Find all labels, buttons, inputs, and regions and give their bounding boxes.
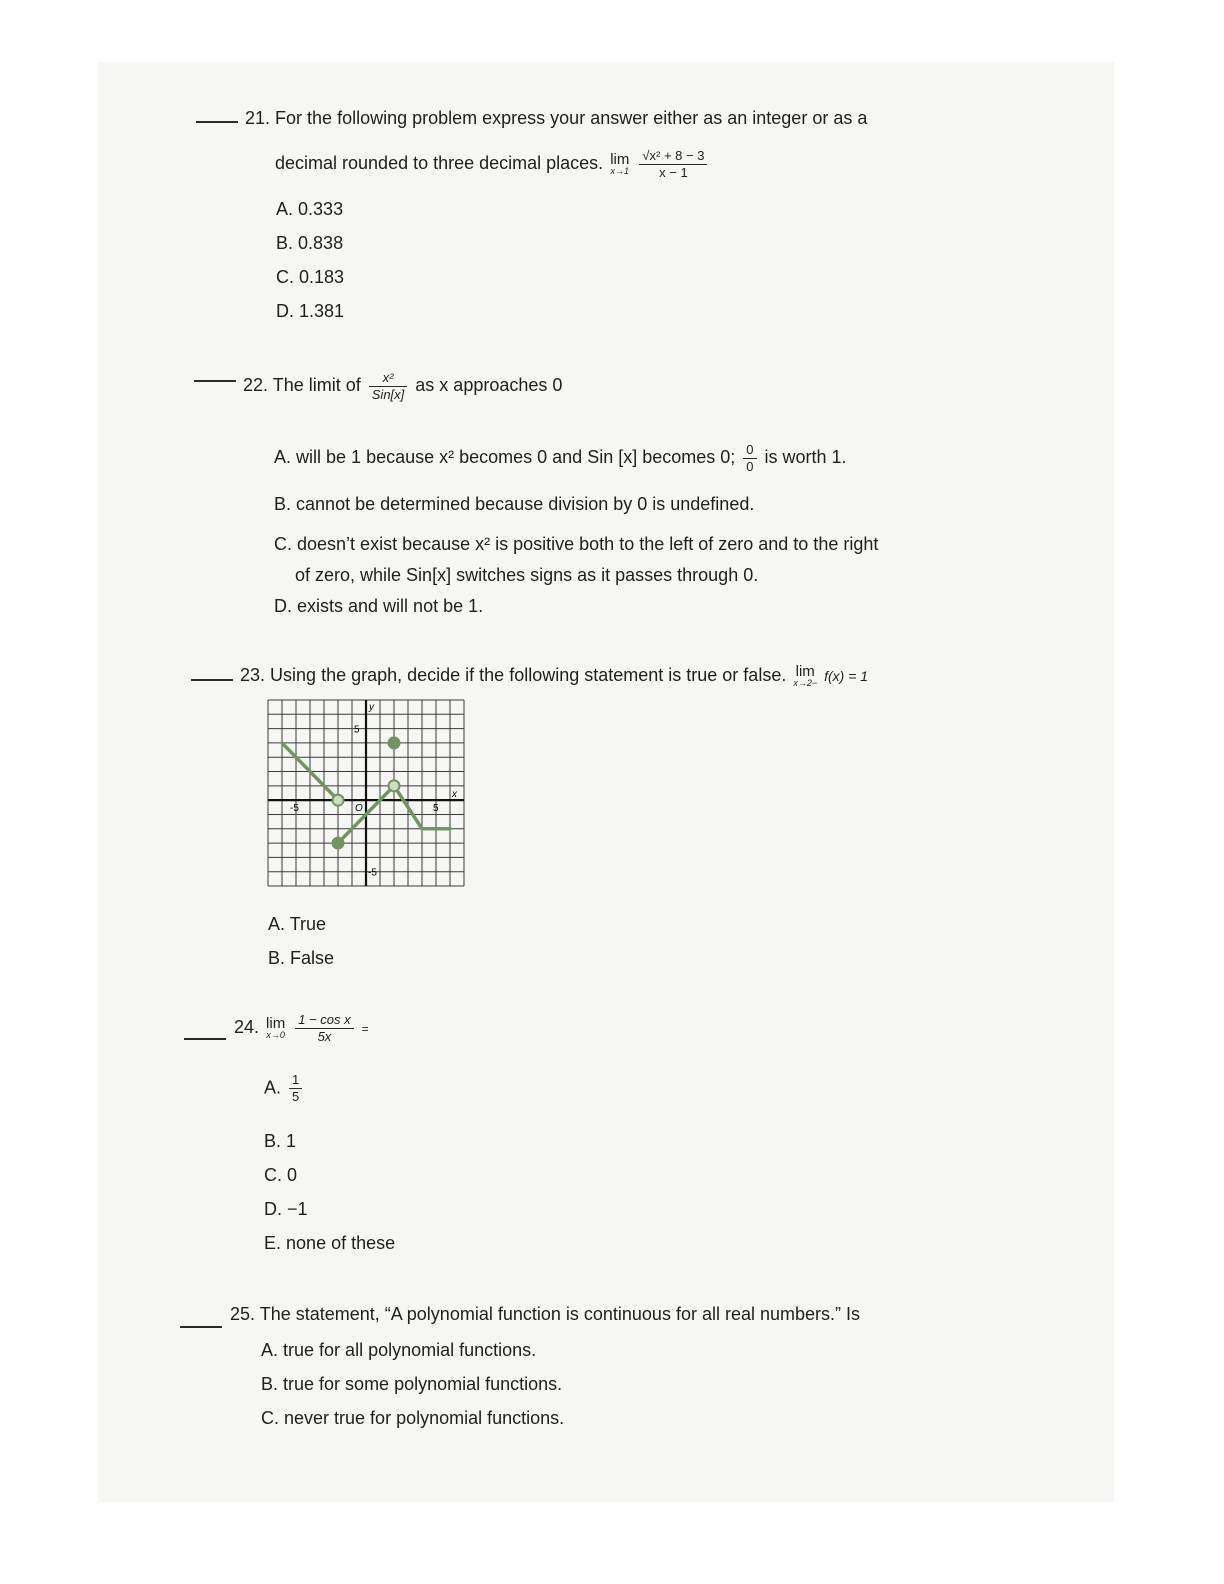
question-number: 24. (234, 1016, 260, 1037)
option-23-b: B. False (268, 948, 335, 968)
answer-blank-22[interactable] (194, 380, 236, 382)
tick-label-x-neg: -5 (290, 803, 299, 815)
fraction: $\frac{\text{√x² + 8 − 3}}{x - 1}$ (639, 148, 707, 180)
function-graph (266, 698, 466, 888)
answer-blank-21[interactable] (196, 121, 238, 123)
open-point (389, 780, 400, 791)
open-point (333, 795, 344, 806)
question-text: Using the graph, decide if the following statement is true or false. (270, 665, 787, 686)
axes (268, 700, 464, 886)
fraction: $\frac{\text{1 − cos x}}{5x}$ (295, 1012, 353, 1044)
option-21-c: C. 0.183 (276, 267, 345, 287)
option-22-c-line2: of zero, while Sin[x] switches signs as it passes through 0. (295, 565, 759, 585)
option-22-c: C. doesn’t exist because x² is positive both to the left of zero and to the right (274, 534, 879, 554)
paper-sheet (98, 62, 1114, 1502)
option-22-a: A. will be 1 because x² becomes 0 and Sin [x] becomes 0; $\frac{0}{0}$ is worth 1. (274, 442, 847, 474)
tick-label-y-neg: -5 (368, 867, 377, 879)
option-25-b: B. true for some polynomial functions. (261, 1374, 563, 1394)
option-22-b: B. cannot be determined because division by 0 is undefined. (274, 494, 755, 514)
option-21-b: B. 0.838 (276, 233, 344, 253)
x-axis-label: x (452, 789, 457, 801)
option-24-d: D. −1 (264, 1199, 308, 1219)
fraction: $\frac{\text{x²}}{\text{Sin[x]}}$ (369, 370, 408, 402)
limit-expression: lim x→2− (793, 663, 818, 688)
limit-expression: lim x→1 (610, 150, 630, 176)
question-number: 25. (230, 1304, 256, 1324)
question-24-line (234, 1012, 369, 1044)
question-23-line (240, 664, 868, 689)
question-22-line (243, 370, 562, 402)
question-21-line1 (245, 108, 867, 130)
tick-label-x-pos: 5 (433, 803, 439, 815)
question-number: 21. (245, 108, 271, 128)
question-text: The limit of (272, 374, 361, 395)
option-21-d: D. 1.381 (276, 301, 345, 321)
option-24-b: B. 1 (264, 1131, 297, 1151)
closed-point (389, 737, 400, 748)
question-text: decimal rounded to three decimal places. (275, 152, 604, 173)
option-22-d: D. exists and will not be 1. (274, 596, 484, 616)
origin-label: O (355, 803, 363, 815)
question-text: The statement, “A polynomial function is continuous for all real numbers.” Is (259, 1304, 861, 1324)
limit-expression: lim x→0 (266, 1014, 286, 1040)
option-25-a: A. true for all polynomial functions. (261, 1340, 537, 1360)
question-text: For the following problem express your answer either as an integer or as a (275, 108, 868, 128)
option-24-a: A. $\frac{1}{5}$ (264, 1072, 305, 1104)
question-text: as x approaches 0 (415, 374, 563, 395)
option-21-a: A. 0.333 (276, 199, 344, 219)
question-number: 22. (243, 374, 269, 395)
answer-blank-23[interactable] (191, 679, 233, 681)
limit-value: f(x) = 1 (824, 668, 869, 685)
option-24-e: E. none of these (264, 1233, 396, 1253)
fraction: $\frac{0}{0}$ (743, 442, 756, 474)
option-25-c: C. never true for polynomial functions. (261, 1408, 565, 1428)
tick-label-y-pos: 5 (354, 724, 360, 736)
question-number: 23. (240, 665, 266, 686)
answer-blank-25[interactable] (180, 1326, 222, 1328)
closed-point (333, 838, 344, 849)
fraction: $\frac{1}{5}$ (289, 1072, 302, 1104)
question-25-line (230, 1304, 860, 1326)
option-23-a: A. True (268, 914, 327, 934)
answer-blank-24[interactable] (184, 1038, 226, 1040)
option-24-c: C. 0 (264, 1165, 298, 1185)
y-axis-label: y (369, 702, 374, 713)
equals-sign: = (361, 1021, 369, 1036)
question-21-line2 (275, 148, 710, 180)
